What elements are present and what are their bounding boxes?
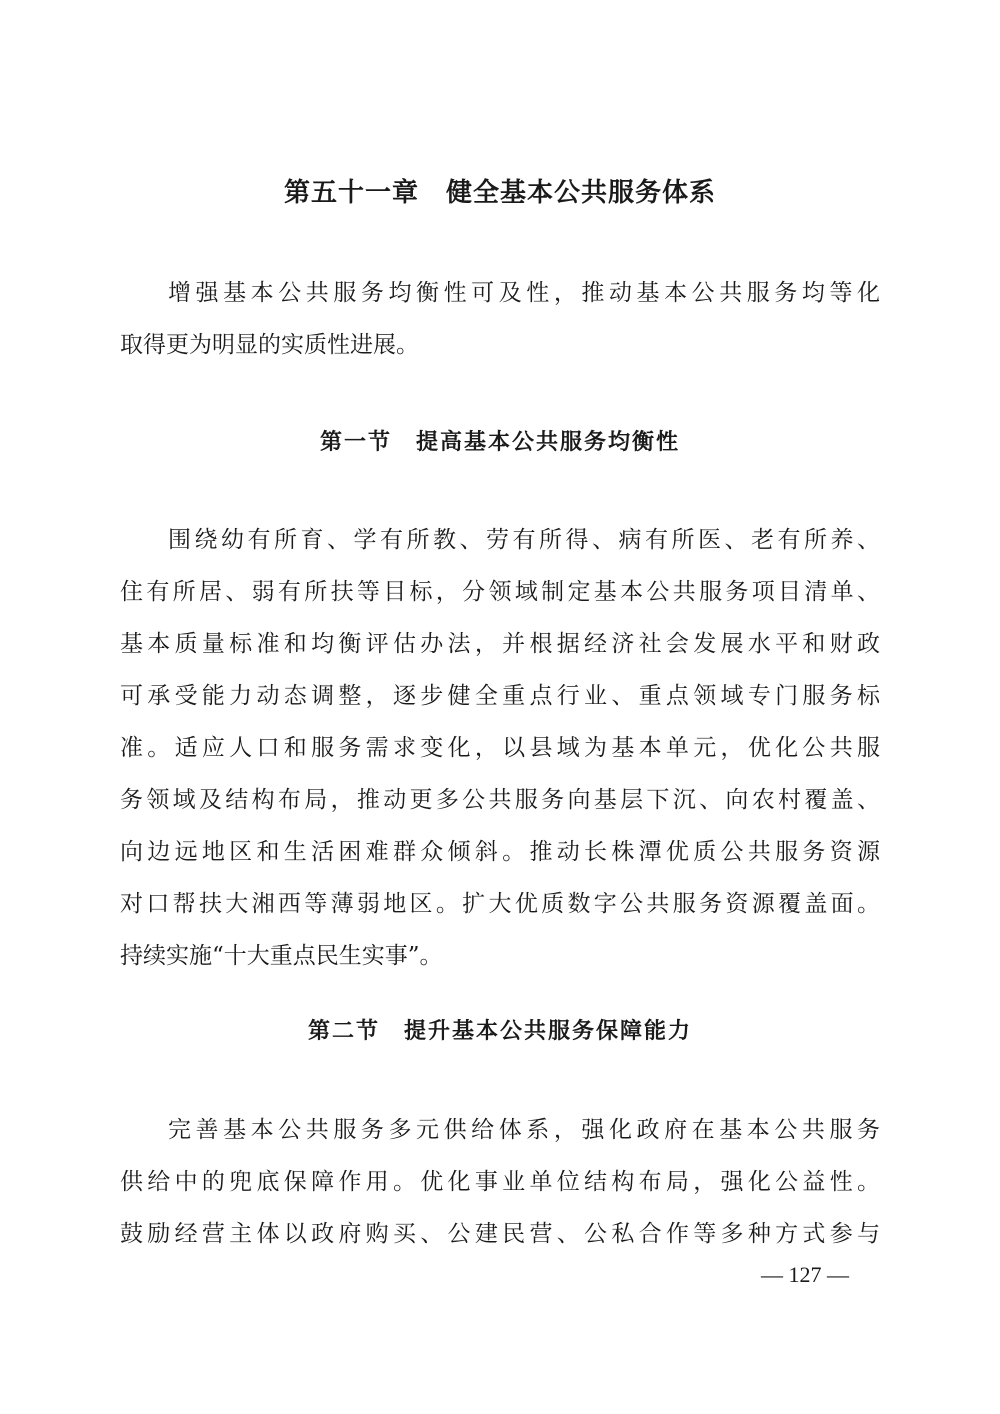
section-2-paragraph (120, 1104, 880, 1260)
paragraph-line: 围绕幼有所育、学有所教、劳有所得、病有所医、老有所养、 (168, 527, 880, 553)
paragraph-line: 准。适应人口和服务需求变化，以县域为基本单元，优化公共服 (120, 735, 880, 761)
section-1-paragraph (120, 514, 880, 982)
paragraph-line: 对口帮扶大湘西等薄弱地区。扩大优质数字公共服务资源覆盖面。 (120, 891, 880, 917)
paragraph-line: 鼓励经营主体以政府购买、公建民营、公私合作等多种方式参与 (120, 1221, 880, 1247)
intro-paragraph (120, 267, 880, 371)
paragraph-line: 基本质量标准和均衡评估办法，并根据经济社会发展水平和财政 (120, 631, 880, 657)
paragraph-line: 务领域及结构布局，推动更多公共服务向基层下沉、向农村覆盖、 (120, 787, 880, 813)
chapter-title: 第五十一章 健全基本公共服务体系 (283, 178, 716, 208)
section-1-title: 第一节 提高基本公共服务均衡性 (319, 430, 680, 455)
paragraph-line: 增强基本公共服务均衡性可及性，推动基本公共服务均等化 (168, 280, 880, 306)
paragraph-line: 取得更为明显的实质性进展。 (120, 332, 419, 358)
paragraph-line: 完善基本公共服务多元供给体系，强化政府在基本公共服务 (168, 1117, 880, 1143)
paragraph-line: 可承受能力动态调整，逐步健全重点行业、重点领域专门服务标 (120, 683, 880, 709)
page-number: — 127 — (761, 1262, 849, 1287)
paragraph-line: 供给中的兜底保障作用。优化事业单位结构布局，强化公益性。 (120, 1169, 880, 1195)
paragraph-line: 向边远地区和生活困难群众倾斜。推动长株潭优质公共服务资源 (120, 839, 880, 865)
section-2-title: 第二节 提升基本公共服务保障能力 (307, 1019, 692, 1044)
paragraph-line: 住有所居、弱有所扶等目标，分领域制定基本公共服务项目清单、 (120, 579, 880, 605)
paragraph-line: 持续实施“十大重点民生实事”。 (120, 943, 443, 969)
